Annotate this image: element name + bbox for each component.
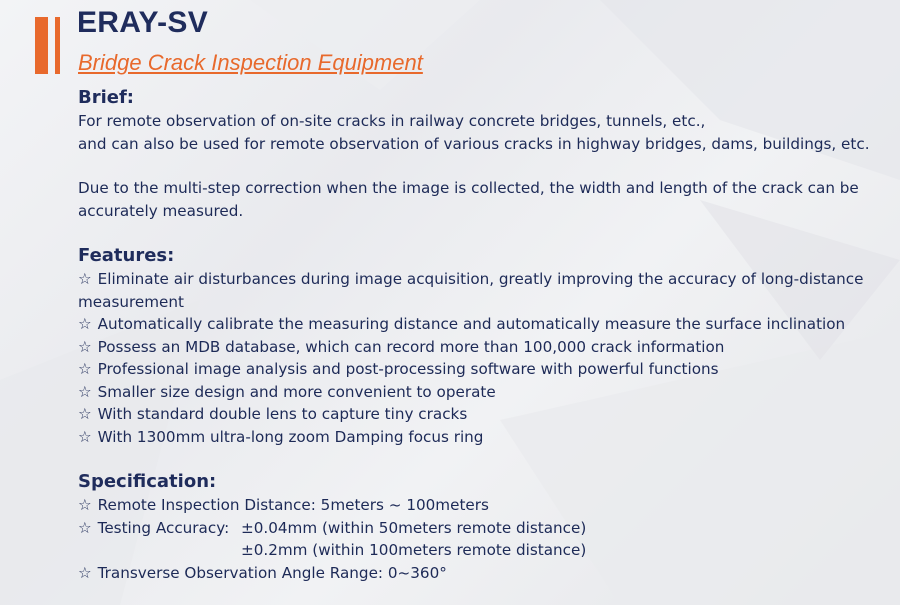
feature-item: ☆ Automatically calibrate the measuring distance and automatically measure the surface inclination xyxy=(78,315,846,333)
brief-heading: Brief: xyxy=(78,87,135,108)
star-icon: ☆ xyxy=(78,315,92,333)
features-heading: Features: xyxy=(78,245,175,266)
star-icon: ☆ xyxy=(78,496,92,514)
page-subtitle: Bridge Crack Inspection Equipment xyxy=(78,50,423,75)
spec-accuracy-value-1: ±0.04mm (within 50meters remote distance) xyxy=(241,518,587,537)
accent-bar-thick xyxy=(35,17,48,74)
brief-line-1: For remote observation of on-site cracks in railway concrete bridges, tunnels, etc., xyxy=(78,112,706,130)
star-icon: ☆ xyxy=(78,382,92,401)
star-icon: ☆ xyxy=(78,563,92,582)
feature-item: ☆ With 1300mm ultra-long zoom Damping focus ring xyxy=(78,427,484,446)
page-title: ERAY-SV xyxy=(77,6,209,39)
spec-accuracy-value-2: ±0.2mm (within 100meters remote distance) xyxy=(241,541,587,559)
star-icon: ☆ xyxy=(78,518,92,537)
spec-accuracy xyxy=(78,517,888,540)
star-icon: ☆ xyxy=(78,360,92,378)
feature-item: ☆ Possess an MDB database, which can record more than 100,000 crack information xyxy=(78,337,725,356)
star-icon: ☆ xyxy=(78,337,92,356)
feature-item: ☆ Eliminate air disturbances during image acquisition, greatly improving the accuracy of long-distance measurement xyxy=(78,270,864,311)
star-icon: ☆ xyxy=(78,405,92,423)
spec-accuracy-label: Testing Accuracy: xyxy=(97,518,230,537)
specification-heading: Specification: xyxy=(78,471,217,492)
accent-bar-thin xyxy=(55,17,60,74)
brief-paragraph-2: Due to the multi-step correction when the image is collected, the width and length of the crack can be accurately measured. xyxy=(78,179,859,220)
feature-list xyxy=(78,268,888,448)
main-content xyxy=(78,86,888,584)
feature-item: ☆ Professional image analysis and post-processing software with powerful functions xyxy=(78,360,719,378)
star-icon: ☆ xyxy=(78,270,92,288)
spec-distance: ☆ Remote Inspection Distance: 5meters ~ 100meters xyxy=(78,496,489,514)
star-icon: ☆ xyxy=(78,427,92,446)
brief-line-2: and can also be used for remote observation of various cracks in highway bridges, dams, buildings, etc. xyxy=(78,134,870,153)
spec-angle: ☆ Transverse Observation Angle Range: 0~360° xyxy=(78,563,447,582)
feature-item: ☆ With standard double lens to capture tiny cracks xyxy=(78,405,468,423)
feature-item: ☆ Smaller size design and more convenient to operate xyxy=(78,382,496,401)
